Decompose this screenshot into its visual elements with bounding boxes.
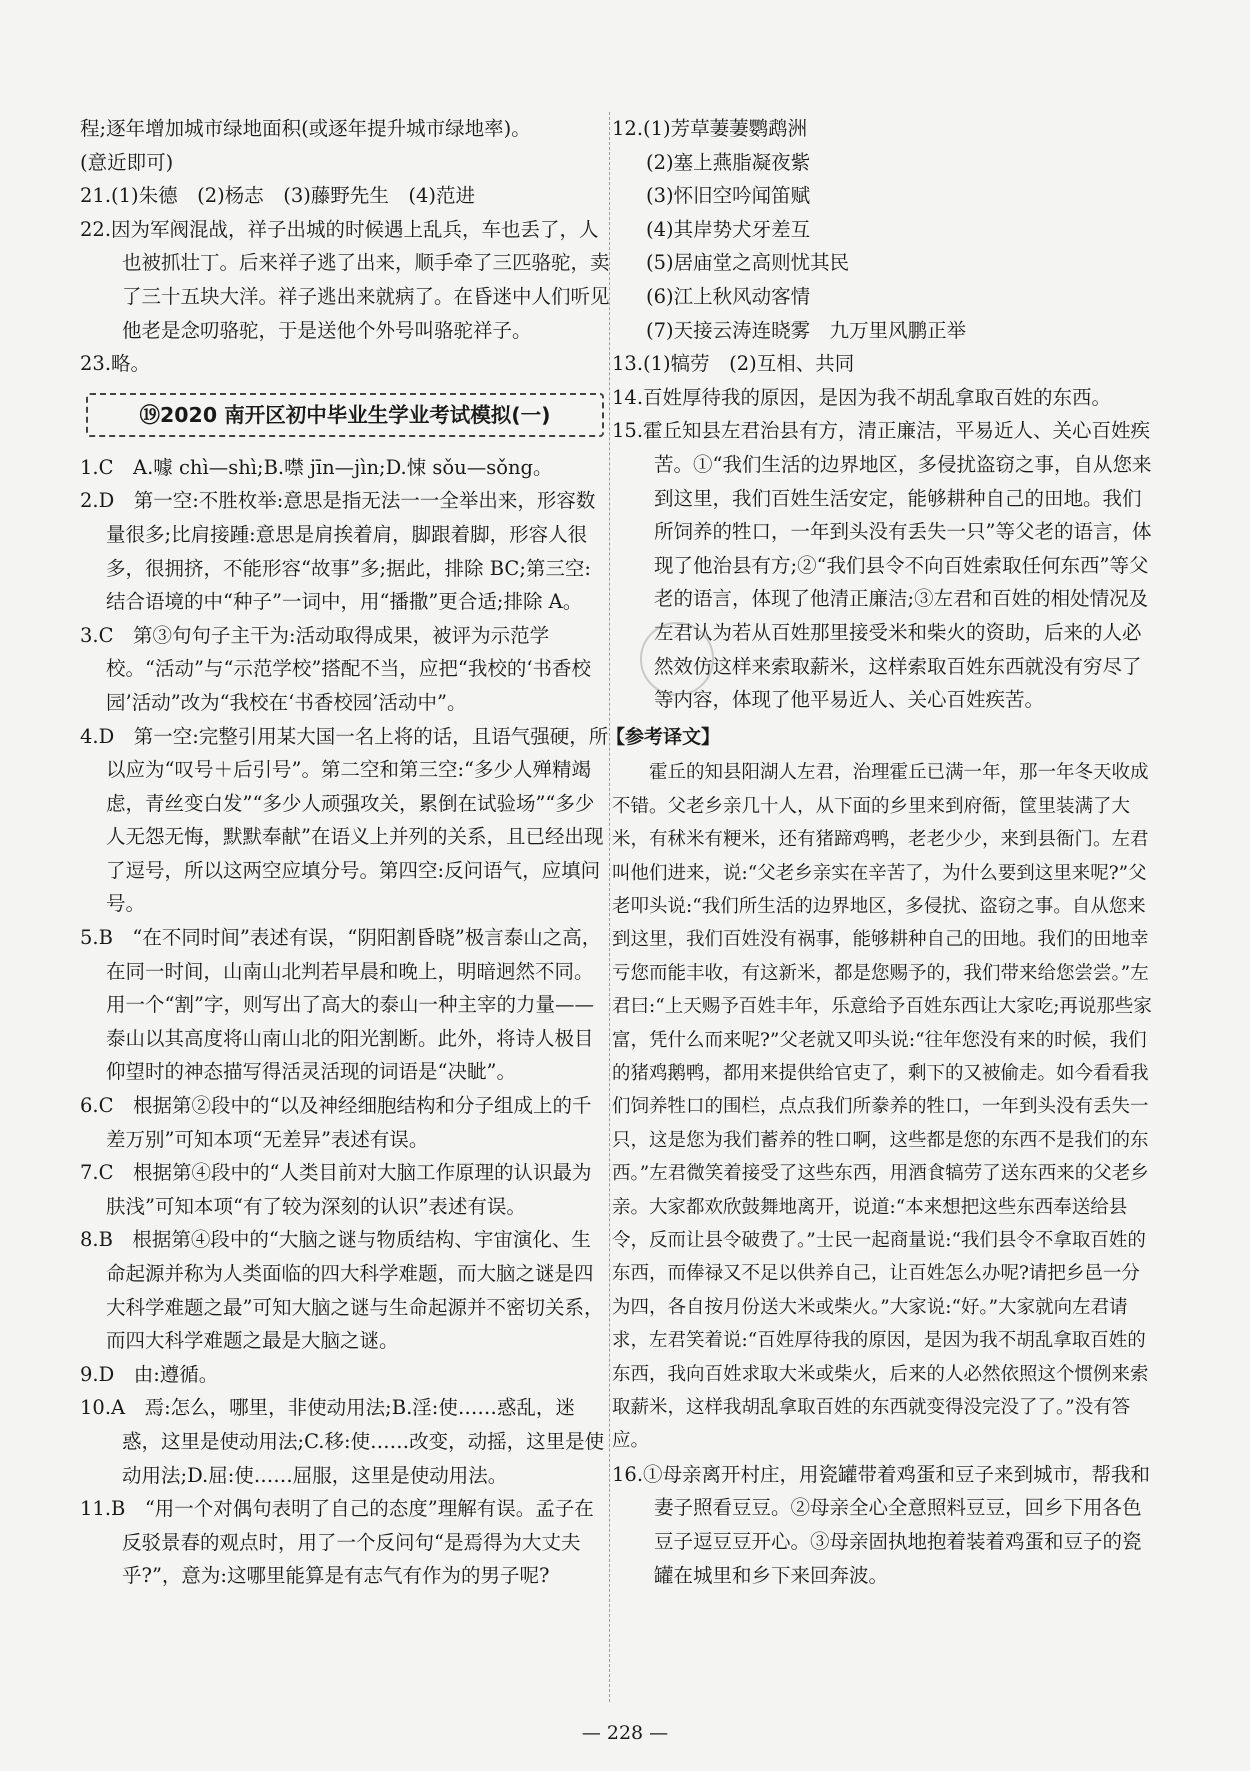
answer-item-12-sub: (3)怀旧空吟闻笛赋 [646, 184, 811, 208]
answer-item-5: 5.B “在不同时间”表述有误，“阴阳割昏晓”极言泰山之高，在同一时间，山南山北判若早晨和晚上，明暗迥然不同。用一个“割”字，则写出了高大的泰山一种主宰的力量——泰山以其高度将山南山北的阳光割断。此外，将诗人极目仰望时的神态描写得活灵活现的词语是“决眦”。 [80, 926, 602, 1084]
answer-item-9: 9.D 由:遵循。 [80, 1362, 219, 1386]
page-number: — 228 — [581, 1722, 669, 1744]
answer-item-12: 12.(1)芳草萋萋鹦鹉洲 [612, 117, 808, 140]
answer-item-10: 10.A 焉:怎么，哪里，非使动用法;B.淫:使……惑乱，迷惑，这里是使动用法;C.移:使……改变，动摇，这里是使动用法;D.屈:使……屈服，这里是使动用法。 [80, 1396, 605, 1487]
answer-item-12-sub: (6)江上秋风动客情 [646, 284, 811, 308]
answer-item-2: 2.D 第一空:不胜枚举:意思是指无法一一全举出来，形容数量很多;比肩接踵:意思是肩挨着肩，脚跟着脚，形容人很多，很拥挤，不能形容“故事”多;据此，排除 BC;第三空:结合语境的中“种子”一词中，用“播撒”更合适;排除 A。 [80, 489, 596, 614]
column-divider [609, 112, 610, 1702]
answer-item-8: 8.B 根据第④段中的“大脑之谜与物质结构、宇宙演化、生命起源并称为人类面临的四大科学难题，而大脑之谜是四大科学难题之最”可知大脑之谜与生命起源并不密切关系，而四大科学难题之最是大脑之谜。 [80, 1228, 604, 1353]
answer-item-12-sub: (7)天接云涛连晓雾 九万里风鹏正举 [646, 318, 967, 342]
continued-line: (意近即可) [80, 150, 174, 174]
reference-translation-text: 霍丘的知县阳湖人左君，治理霍丘已满一年，那一年冬天收成不错。父老乡亲几十人，从下面的乡里来到府衙，筐里装满了大米，有秫米有粳米，还有猪蹄鸡鸭，老老少少，来到县衙门。左君叫他们进来，说:“父老乡亲实在辛苦了，为什么要到这里来呢?”父老叩头说:“我们所生活的边界地区，多侵扰、盗窃之事。自从您来到这里，我们百姓没有祸事，能够耕种自己的田地。我们的田地幸亏您而能丰收，有这新米，都是您赐予的，我们带来给您尝尝。”左君曰:“上天赐予百姓丰年，乐意给予百姓东西让大家吃;再说那些家富，凭什么而来呢?”父老就又叩头说:“往年您没有来的时候，我们的猪鸡鹅鸭，都用来提供给官吏了，剩下的又被偷走。如今看看我们饲养牲口的围栏，点点我们所豢养的牲口，一年到头没有丢失一只，这是您为我们蓄养的牲口啊，这些都是您的东西不是我们的东西。”左君微笑着接受了这些东西，用酒食犒劳了送东西来的父老乡亲。大家都欢欣鼓舞地离开，说道:“本来想把这些东西奉送给县令，反而让县令破费了。”士民一起商量说:“我们县令不拿取百姓的东西，而俸禄又不足以供养自己，让百姓怎么办呢?请把乡邑一分为四，各自按月份送大米或柴火。”大家说:“好。”大家就向左君请求，左君笑着说:“百姓厚待我的原因，是因为我不胡乱拿取百姓的东西，我向百姓求取大米或柴火，后来的人必然依照这个惯例来索取薪米，这样我胡乱拿取百姓的东西就变得没完没了了。”没有答应。 [612, 762, 1152, 1452]
left-column [80, 112, 610, 1593]
answer-item-15: 15.霍丘知县左君治县有方，清正廉洁，平易近人、关心百姓疾苦。①“我们生活的边界地区，多侵扰盗窃之事，自从您来到这里，我们百姓生活安定，能够耕种自己的田地。我们所饲养的牲口，一年到头没有丢失一只”等父老的语言，体现了他治县有方;②“我们县令不向百姓索取任何东西”等父老的语言，体现了他清正廉洁;③左君和百姓的相处情况及左君认为若从百姓那里接受米和柴火的资助，后来的人必然效仿这样来索取薪米，这样索取百姓东西就没有穷尽了等内容，体现了他平易近人、关心百姓疾苦。 [612, 419, 1152, 712]
answer-item-12-sub: (5)居庙堂之高则忧其民 [646, 251, 850, 275]
answer-item-21: 21.(1)朱德 (2)杨志 (3)藤野先生 (4)范进 [80, 184, 475, 208]
answer-item-23: 23.略。 [80, 352, 151, 376]
section-heading: ⑲2020 南开区初中毕业生学业考试模拟(一) [86, 393, 604, 437]
answer-item-3: 3.C 第③句句子主干为:活动取得成果，被评为示范学校。“活动”与“示范学校”搭配不当，应把“我校的‘书香校园’活动”改为“我校在‘书香校园’活动中”。 [80, 623, 592, 714]
answer-item-12-sub: (4)其岸势犬牙差互 [646, 217, 811, 241]
right-column [606, 112, 1157, 1592]
continued-line: 程;逐年增加城市绿地面积(或逐年提升城市绿地率)。 [80, 117, 531, 140]
answer-item-13: 13.(1)犒劳 (2)互相、共同 [612, 352, 855, 376]
answer-item-16: 16.①母亲离开村庄，用瓷罐带着鸡蛋和豆子来到城市，帮我和妻子照看豆豆。②母亲全心全意照料豆豆，回乡下用各色豆子逗豆豆开心。③母亲固执地抱着装着鸡蛋和豆子的瓷罐在城里和乡下来回奔波。 [612, 1462, 1151, 1587]
reference-translation-label: 【参考译文】 [606, 725, 721, 748]
answer-item-11: 11.B “用一个对偶句表明了自己的态度”理解有误。孟子在反驳景春的观点时，用了一个反问句“是焉得为大丈夫乎?”，意为:这哪里能算是有志气有作为的男子呢? [80, 1497, 594, 1588]
answer-item-12-sub: (2)塞上燕脂凝夜紫 [646, 150, 811, 174]
answer-item-6: 6.C 根据第②段中的“以及神经细胞结构和分子组成上的千差万别”可知本项“无差异”表述有误。 [80, 1094, 592, 1151]
watermark-stamp-icon [640, 622, 714, 696]
answer-item-1: 1.C A.噱 chì—shì;B.噤 jīn—jìn;D.悚 sǒu—sǒng。 [80, 455, 553, 479]
answer-item-14: 14.百姓厚待我的原因，是因为我不胡乱拿取百姓的东西。 [612, 385, 1112, 409]
answer-item-4: 4.D 第一空:完整引用某大国一名上将的话，且语气强硬，所以应为“叹号＋后引号”。第二空和第三空:“多少人殚精竭虑，青丝变白发”“多少人顽强攻关，累倒在试验场”“多少人无怨无悔，默默奉献”在语义上并列的关系，且已经出现了逗号，所以这两空应填分号。第四空:反问语气，应填问号。 [80, 724, 609, 916]
answer-item-22: 22.因为军阀混战，祥子出城的时候遇上乱兵，车也丢了，人也被抓壮丁。后来祥子逃了出来，顺手牵了三匹骆驼，卖了三十五块大洋。祥子逃出来就病了。在昏迷中人们听见他老是念叨骆驼，于是送他个外号叫骆驼祥子。 [80, 217, 610, 342]
answer-item-7: 7.C 根据第④段中的“人类目前对大脑工作原理的认识最为肤浅”可知本项“有了较为深刻的认识”表述有误。 [80, 1161, 592, 1218]
